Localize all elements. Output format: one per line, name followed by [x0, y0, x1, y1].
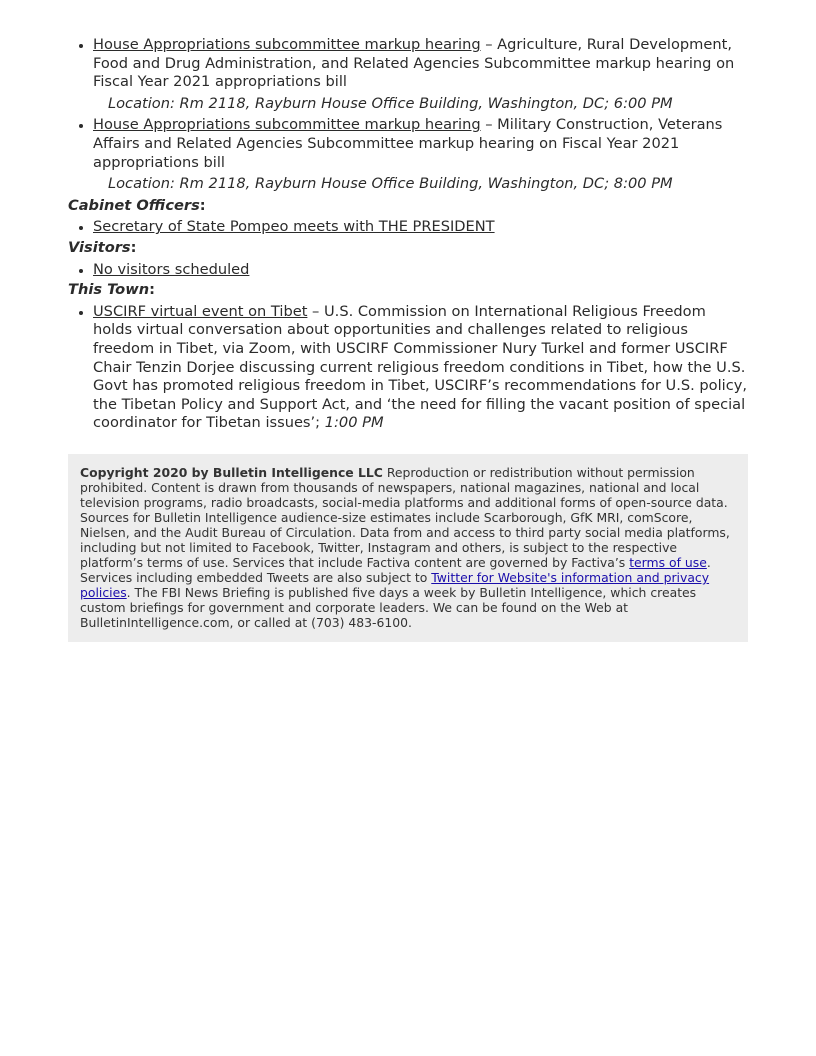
- cabinet-item-link[interactable]: Secretary of State Pompeo meets with THE PRESIDENT: [93, 218, 495, 236]
- event-time: 1:00 PM: [324, 414, 384, 432]
- section-heading-label: This Town: [68, 281, 150, 299]
- event-item: [93, 36, 748, 92]
- cabinet-officers-heading: [68, 197, 748, 216]
- twitter-policy-link[interactable]: Twitter for Website's information and privacy policies: [80, 570, 710, 600]
- event-description: – U.S. Commission on International Religious Freedom holds virtual conversation about opportunities and challenges related to religious freedom in Tibet, via Zoom, with USCIRF Commissioner Nury Turkel and former USCIRF Chair Tenzin Dorjee discussing current religious freedom conditions in Tibet, how the U.S. Govt has promoted religious freedom in Tibet, USCIRF’s recommendations for U.S. policy, the Tibetan Policy and Support Act, and ‘the need for filling the vacant position of special coordinator for Tibetan issues’;: [93, 302, 748, 432]
- event-list: [68, 36, 748, 92]
- this-town-heading: [68, 281, 748, 300]
- copyright-title: Copyright 2020 by Bulletin Intelligence LLC: [80, 465, 383, 480]
- copyright-footer: [68, 454, 748, 642]
- section-heading-label: Visitors: [68, 238, 131, 256]
- briefing-content: [68, 36, 748, 435]
- event-link[interactable]: House Appropriations subcommittee markup hearing: [93, 116, 481, 134]
- event-item: [93, 116, 748, 172]
- event-description: – Agriculture, Rural Development, Food and Drug Administration, and Related Agencies Subcommittee markup hearing on Fiscal Year 2021 appropriations bill: [93, 36, 735, 91]
- footer-text: . Services including embedded Tweets are also subject to: [80, 555, 711, 585]
- terms-of-use-link[interactable]: terms of use: [629, 555, 707, 570]
- list-item: [93, 218, 748, 237]
- visitors-heading: [68, 239, 748, 258]
- section-heading-colon: :: [199, 196, 206, 214]
- event-list: [68, 116, 748, 172]
- this-town-list: [68, 303, 748, 433]
- event-location: Location: Rm 2118, Rayburn House Office Building, Washington, DC; 6:00 PM: [108, 94, 673, 112]
- section-heading-label: Cabinet Officers: [68, 196, 200, 214]
- section-heading-colon: :: [130, 238, 137, 256]
- event-link[interactable]: House Appropriations subcommittee markup hearing: [93, 36, 481, 53]
- cabinet-list: [68, 218, 748, 237]
- footer-text: Reproduction or redistribution without permission prohibited. Content is drawn from thousands of newspapers, national magazines, national and local television programs, radio broadcasts, social-media platforms and additional forms of open-source data. Sources for Bulletin Intelligence audience-size estimates include Scarborough, GfK MRI, comScore, Nielsen, and the Audit Bureau of Circulation. Data from and access to third party social media platforms, including but not limited to Facebook, Twitter, Instagram and others, is subject to the respective platform’s terms of use. Services that include Factiva content are governed by Factiva’s: [80, 465, 730, 570]
- footer-text: . The FBI News Briefing is published five days a week by Bulletin Intelligence, which creates custom briefings for government and corporate leaders. We can be found on the Web at BulletinIntelligence.com, or called at (703) 483-6100.: [80, 585, 697, 630]
- event-description: – Military Construction, Veterans Affairs and Related Agencies Subcommittee markup hearing on Fiscal Year 2021 appropriations bill: [93, 116, 723, 171]
- visitors-list: [68, 261, 748, 280]
- event-location: Location: Rm 2118, Rayburn House Office Building, Washington, DC; 8:00 PM: [108, 175, 673, 193]
- event-link[interactable]: USCIRF virtual event on Tibet: [93, 302, 308, 320]
- event-item: [93, 303, 748, 433]
- appropriations-events: [68, 36, 748, 194]
- section-heading-colon: :: [149, 281, 155, 299]
- list-item: [93, 261, 748, 280]
- visitors-item-link[interactable]: No visitors scheduled: [93, 260, 250, 278]
